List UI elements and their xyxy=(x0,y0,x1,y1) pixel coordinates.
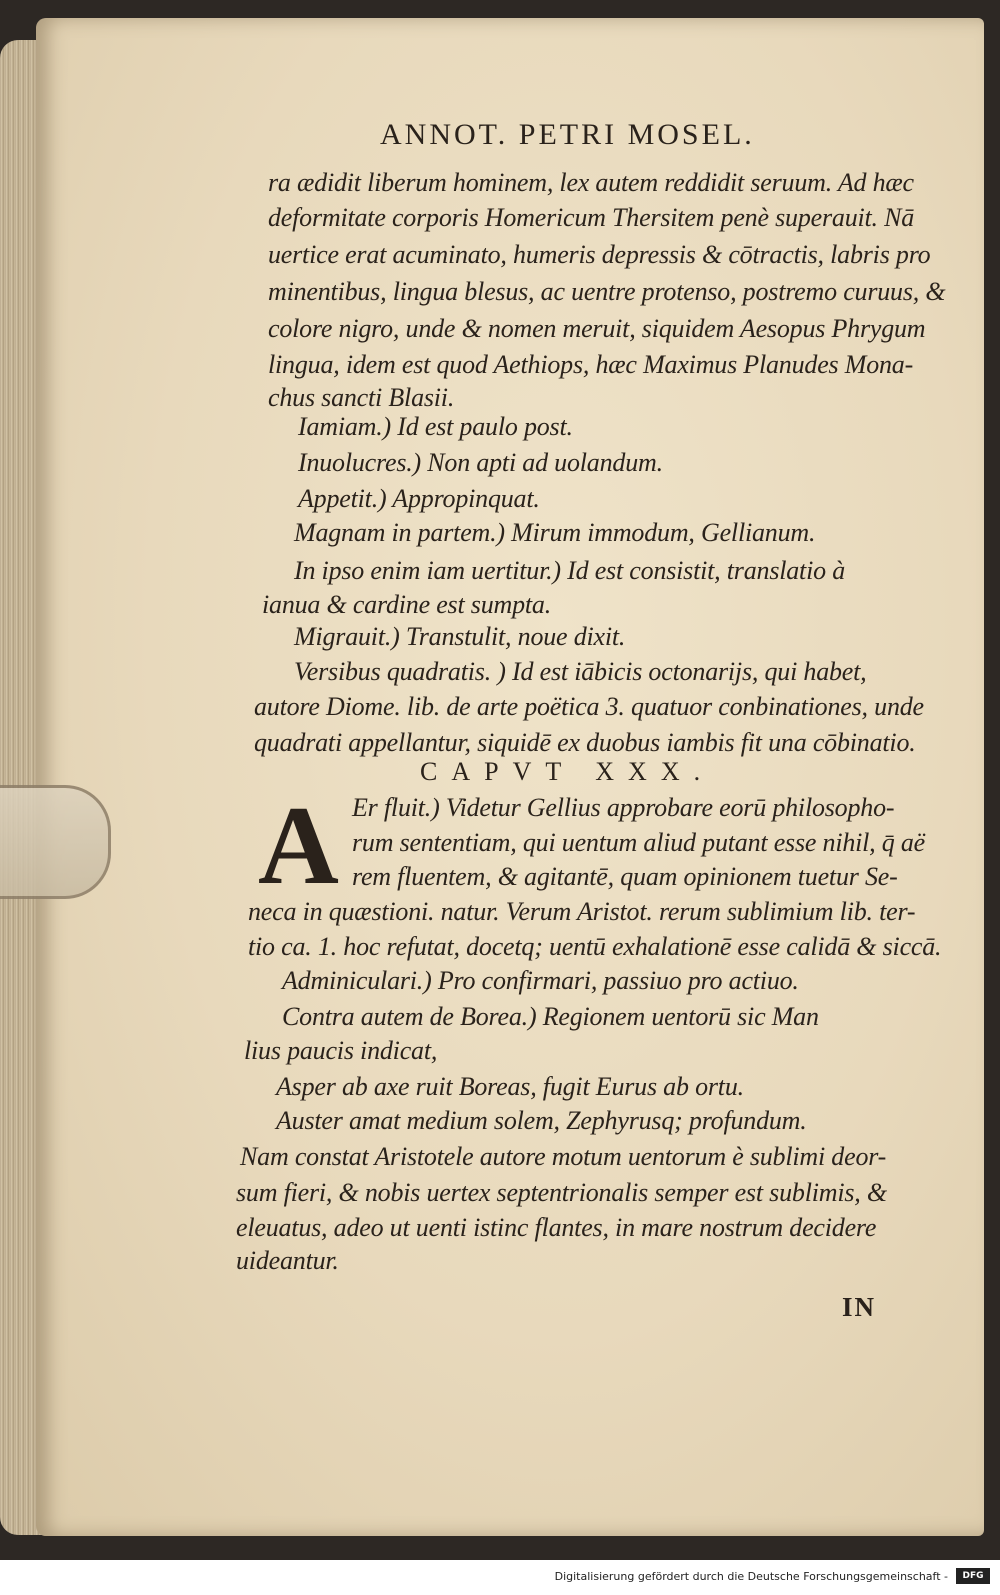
chapter-line: rum sententiam, qui uentum aliud putant esse nihil, q̄ aë xyxy=(352,828,926,857)
text-line: deformitate corporis Homericum Thersitem penè superauit. Nā xyxy=(268,203,915,232)
funding-credit: Digitalisierung gefördert durch die Deutsche Forschungsgemeinschaft - xyxy=(554,1570,948,1583)
chapter-heading: CAPVT XXX. xyxy=(420,757,715,786)
entry-line: Appetit.) Appropinquat. xyxy=(298,484,540,513)
chapter-line: sum fieri, & nobis uertex septentrionalis semper est sublimis, & xyxy=(236,1178,887,1207)
drop-cap: A xyxy=(258,784,339,908)
chapter-line: uideantur. xyxy=(236,1246,339,1275)
text-line: chus sancti Blasii. xyxy=(268,383,455,412)
entry-line: Inuolucres.) Non apti ad uolandum. xyxy=(298,448,663,477)
entry-line: autore Diome. lib. de arte poëtica 3. quatuor conbinationes, unde xyxy=(254,692,924,721)
text-line: uertice erat acuminato, humeris depressis & cōtractis, labris pro xyxy=(268,240,931,269)
entry-line: In ipso enim iam uertitur.) Id est consistit, translatio à xyxy=(294,556,846,585)
chapter-line: Contra autem de Borea.) Regionem uentorū sic Man xyxy=(282,1002,819,1031)
chapter-line: Adminiculari.) Pro confirmari, passiuo pro actiuo. xyxy=(282,966,799,995)
entry-line: ianua & cardine est sumpta. xyxy=(262,590,552,619)
text-line: minentibus, lingua blesus, ac uentre protenso, postremo curuus, & xyxy=(268,277,946,306)
entry-line: Magnam in partem.) Mirum immodum, Gellianum. xyxy=(294,518,816,547)
verse-line: Auster amat medium solem, Zephyrusq; profundum. xyxy=(276,1106,807,1135)
running-header: ANNOT. PETRI MOSEL. xyxy=(380,118,755,151)
chapter-line: rem fluentem, & agitantē, quam opinionem tuetur Se- xyxy=(352,862,898,891)
text-line: lingua, idem est quod Aethiops, hæc Maximus Planudes Mona- xyxy=(268,350,914,379)
text-line: ra ædidit liberum hominem, lex autem reddidit seruum. Ad hæc xyxy=(268,168,914,197)
chapter-line: Nam constat Aristotele autore motum uentorum è sublimi deor- xyxy=(240,1142,887,1171)
chapter-line: neca in quæstioni. natur. Verum Aristot. rerum sublimium lib. ter- xyxy=(248,897,916,926)
dfg-logo[interactable]: DFG xyxy=(956,1568,990,1584)
entry-line: Versibus quadratis. ) Id est iābicis octonarijs, qui habet, xyxy=(294,657,867,686)
entry-line: Iamiam.) Id est paulo post. xyxy=(298,412,573,441)
verse-line: Asper ab axe ruit Boreas, fugit Eurus ab ortu. xyxy=(276,1072,744,1101)
chapter-line: eleuatus, adeo ut uenti istinc flantes, in mare nostrum decidere xyxy=(236,1213,877,1242)
chapter-line: tio ca. 1. hoc refutat, docetq; uentū exhalationē esse calidā & siccā. xyxy=(248,932,942,961)
chapter-line: Er fluit.) Videtur Gellius approbare eorū philosopho- xyxy=(352,793,895,822)
text-line: colore nigro, unde & nomen meruit, siquidem Aesopus Phrygum xyxy=(268,314,926,343)
catchword: IN xyxy=(842,1292,877,1322)
entry-line: quadrati appellantur, siquidē ex duobus iambis fit una cōbinatio. xyxy=(254,728,916,757)
entry-line: Migrauit.) Transtulit, noue dixit. xyxy=(294,622,626,651)
chapter-line: lius paucis indicat, xyxy=(244,1036,438,1065)
